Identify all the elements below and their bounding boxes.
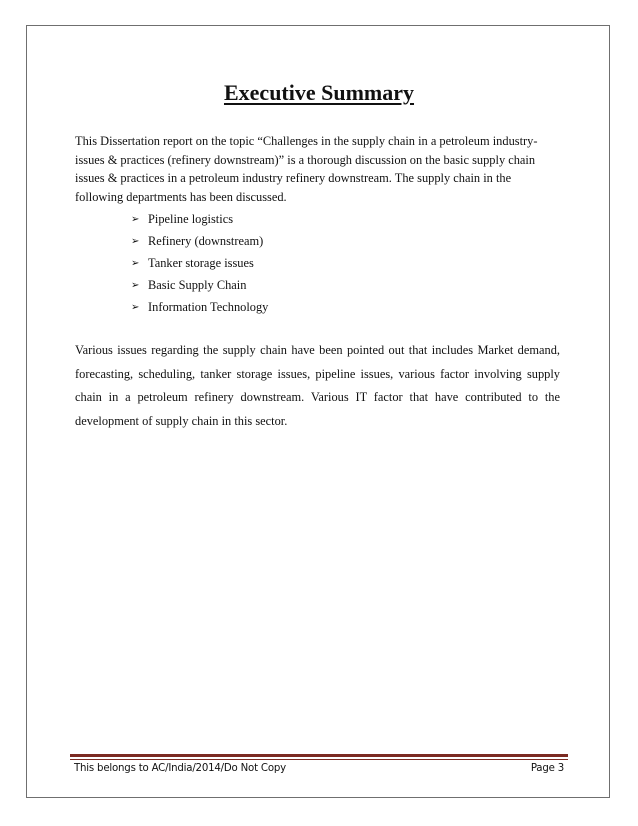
page-footer — [74, 763, 564, 774]
intro-line: issues & practices (refinery downstream)” is a thorough discussion on the basic supply chain — [75, 152, 536, 167]
footer-rule — [70, 759, 568, 760]
issues-line: development of supply chain in this sector. — [75, 413, 288, 428]
arrow-bullet-icon: ➢ — [131, 235, 140, 247]
footer-rule — [70, 754, 568, 757]
intro-line: issues & practices in a petroleum industry refinery downstream. The supply chain in the — [75, 171, 512, 185]
list-item-label: Information Technology — [148, 299, 269, 314]
intro-line: This Dissertation report on the topic “Challenges in the supply chain in a petroleum industry- — [75, 134, 538, 148]
arrow-bullet-icon: ➢ — [131, 213, 140, 225]
page-title: Executive Summary — [223, 80, 415, 105]
arrow-bullet-icon: ➢ — [131, 279, 140, 291]
intro-line: following departments has been discussed. — [75, 189, 287, 204]
issues-line: forecasting, scheduling, tanker storage issues, pipeline issues, various factor involving supply — [75, 366, 560, 381]
list-item — [131, 274, 268, 296]
footer-copyright-text: This belongs to AC/India/2014/Do Not Copy — [74, 763, 286, 774]
issues-paragraph — [75, 339, 560, 433]
list-item-label: Tanker storage issues — [148, 255, 254, 270]
issues-line: chain in a petroleum refinery downstream. Various IT factor that have contributed to the — [75, 390, 560, 404]
list-item-label: Refinery (downstream) — [148, 233, 264, 248]
list-item — [131, 208, 268, 230]
page-number: Page 3 — [530, 763, 564, 774]
list-item — [131, 252, 268, 274]
list-item-label: Basic Supply Chain — [148, 277, 247, 292]
list-item — [131, 296, 268, 318]
list-item-label: Pipeline logistics — [148, 211, 234, 226]
department-list — [131, 208, 268, 318]
arrow-bullet-icon: ➢ — [131, 257, 140, 269]
arrow-bullet-icon: ➢ — [131, 301, 140, 313]
issues-line: Various issues regarding the supply chain have been pointed out that includes Market demand, — [75, 343, 560, 357]
list-item — [131, 230, 268, 252]
intro-paragraph — [75, 132, 565, 206]
